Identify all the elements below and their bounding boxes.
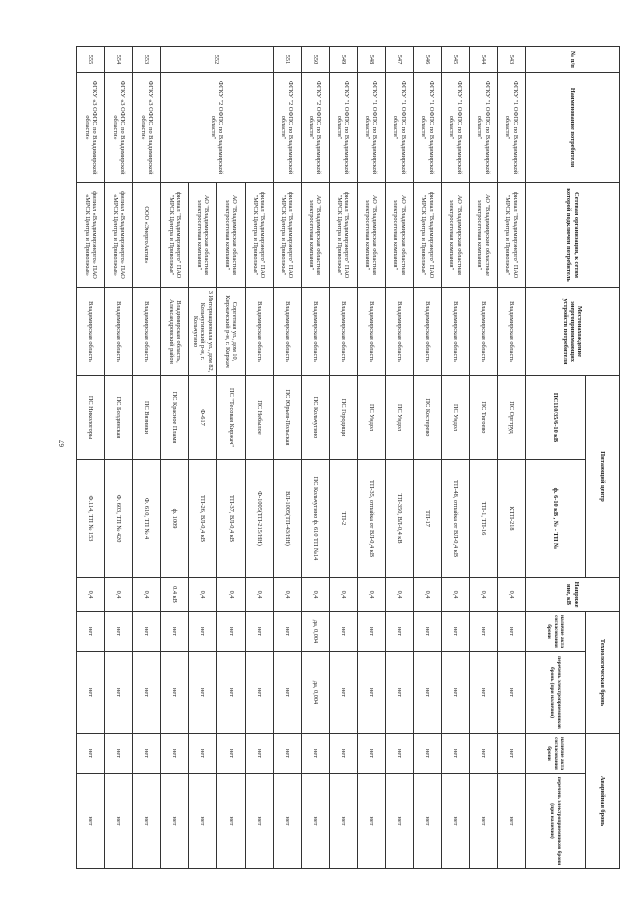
cell-feeder: Ф. 603, ТП № 420 [105, 460, 133, 578]
cell-feeder: ТП-2 [329, 460, 357, 578]
cell-tech-list: нет [385, 652, 413, 734]
table-row [329, 47, 357, 869]
cell-tech-list: нет [497, 652, 525, 734]
cell-feeder: ТП-26, ВЛ-0,4 кВ [189, 460, 217, 578]
table-row [301, 47, 329, 869]
cell-location: Владимирская область [301, 288, 329, 376]
cell-network: АО "Владимирская областная электросетевая компания" [357, 183, 385, 288]
cell-consumer: ФГКУ "1 ОФПС по Владимирской области" [357, 73, 385, 183]
cell-num: 551 [273, 47, 301, 73]
cell-tech-list: нет [133, 652, 161, 734]
cell-voltage: 0,4 [497, 578, 525, 612]
cell-ps: ПС Болдинская [105, 376, 133, 460]
page-number: 67 [58, 440, 66, 447]
cell-network: АО "Владимирская областная электросетевая компания" [189, 183, 217, 288]
cell-num: 553 [133, 47, 161, 73]
cell-feeder: ПС Кольчугино ф. 610 ТП №14 [301, 460, 329, 578]
cell-emerg-list: нет [385, 774, 413, 869]
cell-tech-list: нет [245, 652, 273, 734]
cell-emerg-value: нет [245, 734, 273, 774]
cell-ps: ПС Ундол [357, 376, 385, 460]
cell-tech-list: нет [77, 652, 105, 734]
cell-num: 543 [497, 47, 525, 73]
header-emerg-list: перечень электроприемников брони (при наличии) [526, 774, 586, 869]
cell-feeder: ВЛ-1005(ТП-43/НН) [273, 460, 301, 578]
cell-emerg-list: нет [189, 774, 217, 869]
cell-tech-value: нет [161, 612, 189, 652]
header-voltage: Напряжение, кВ [526, 578, 620, 612]
cell-voltage: 0,4 [189, 578, 217, 612]
cell-location: Владимирская область [497, 288, 525, 376]
table-row [357, 47, 385, 869]
cell-consumer: ФГКУ «3 ОФПС по Владимирской области» [77, 73, 105, 183]
cell-network: АО "Владимирская областная электросетевая компания" [217, 183, 245, 288]
cell-location: 3 Интернационала ул., дом 82, Кольчугинский р-н, г. Кольчугино [189, 288, 217, 376]
header-tech-list: перечень электроприемников бронь (при наличии) [526, 652, 586, 734]
cell-tech-list: нет [105, 652, 133, 734]
cell-network: АО "Владимирская областная электросетевая компания" [441, 183, 469, 288]
header-center-f: ф. 6-10 кВ , № - ТП № [526, 460, 586, 578]
cell-consumer: ФГКУ "1 ОФПС по Владимирской области" [497, 73, 525, 183]
cell-emerg-list: нет [133, 774, 161, 869]
cell-emerg-value: нет [329, 734, 357, 774]
cell-ps: ПС Ундол [441, 376, 469, 460]
cell-tech-value: нет [413, 612, 441, 652]
cell-location: Владимирская область [245, 288, 273, 376]
cell-ps: ПС Небылое [245, 376, 273, 460]
header-center-group: Питающий центр [586, 376, 620, 578]
cell-emerg-list: нет [161, 774, 189, 869]
cell-location: Владимирская область [469, 288, 497, 376]
cell-voltage: 0,4 [385, 578, 413, 612]
cell-emerg-list: нет [77, 774, 105, 869]
cell-voltage: 0,4 [441, 578, 469, 612]
cell-emerg-list: нет [329, 774, 357, 869]
cell-voltage: 0,4 [329, 578, 357, 612]
cell-tech-list: нет [217, 652, 245, 734]
cell-ps: ПС Красное Пламя [161, 376, 189, 460]
cell-feeder: ТП-1, ТП-16 [469, 460, 497, 578]
cell-num: 549 [329, 47, 357, 73]
cell-emerg-value: нет [77, 734, 105, 774]
cell-network: филиал «Владимирэнерго» ПАО «МРСК Центра и Приволжья» [105, 183, 133, 288]
cell-network: АО "Владимирская областная электросетевая компания" [385, 183, 413, 288]
cell-tech-list: нет [413, 652, 441, 734]
cell-emerg-list: нет [217, 774, 245, 869]
cell-location: Владимирская область [133, 288, 161, 376]
cell-emerg-value: нет [497, 734, 525, 774]
cell-voltage: 0,4 [105, 578, 133, 612]
cell-emerg-value: нет [189, 734, 217, 774]
cell-feeder: ТП-17 [413, 460, 441, 578]
table-row [105, 47, 133, 869]
cell-tech-list: нет [357, 652, 385, 734]
cell-consumer: ФГКУ "2 ОФПС по Владимирской области" [273, 73, 301, 183]
cell-emerg-list: нет [413, 774, 441, 869]
cell-emerg-list: нет [357, 774, 385, 869]
consumer-table [76, 46, 620, 869]
cell-tech-value: нет [497, 612, 525, 652]
cell-emerg-value: нет [357, 734, 385, 774]
cell-num: 548 [357, 47, 385, 73]
cell-location: Владимирская область [385, 288, 413, 376]
header-network: Сетевая организация, к сетям которой подключен потребитель [526, 183, 620, 288]
cell-emerg-list: нет [441, 774, 469, 869]
cell-tech-list: нет [329, 652, 357, 734]
table-row [441, 47, 469, 869]
table-row [469, 47, 497, 869]
cell-emerg-value: нет [105, 734, 133, 774]
cell-ps: ПС Никологоры [77, 376, 105, 460]
cell-emerg-value: нет [273, 734, 301, 774]
cell-emerg-list: нет [273, 774, 301, 869]
cell-ps: ПС Вязники [133, 376, 161, 460]
cell-tech-value: нет [469, 612, 497, 652]
cell-consumer: ФГКУ "1 ОФПС по Владимирской области" [385, 73, 413, 183]
rotated-table-wrapper [76, 46, 620, 868]
header-consumer: Наименование потребителя [526, 73, 620, 183]
cell-emerg-list: нет [105, 774, 133, 869]
cell-voltage: 0,4 [469, 578, 497, 612]
cell-tech-value: нет [105, 612, 133, 652]
cell-voltage: 0.4 кВ [161, 578, 189, 612]
cell-ps: ПС Костерево [413, 376, 441, 460]
cell-voltage: 0,4 [245, 578, 273, 612]
table-row [385, 47, 413, 869]
cell-tech-value: нет [189, 612, 217, 652]
cell-tech-value: нет [133, 612, 161, 652]
cell-network: ООО «ЭнергоАктив» [133, 183, 161, 288]
cell-num: 544 [469, 47, 497, 73]
cell-num: 555 [77, 47, 105, 73]
cell-emerg-list: нет [469, 774, 497, 869]
cell-feeder: ТП-48, отпайка от ВЛ-0,4 кВ [441, 460, 469, 578]
header-tech-group: Технологическая бронь [586, 612, 620, 734]
table-row [273, 47, 301, 869]
header-emerg-value: наличие акта согласования брони [526, 734, 586, 774]
cell-tech-list: нет [441, 652, 469, 734]
cell-ps: ПС Юрьев-Польская [273, 376, 301, 460]
cell-emerg-value: нет [217, 734, 245, 774]
cell-network: АО "Владимирская областная электросетевая компания" [301, 183, 329, 288]
cell-emerg-value: нет [441, 734, 469, 774]
cell-ps: Ф-617 [189, 376, 217, 460]
cell-voltage: 0,4 [273, 578, 301, 612]
cell-emerg-list: нет [497, 774, 525, 869]
cell-voltage: 0,4 [357, 578, 385, 612]
cell-consumer: ФГКУ "1 ОФПС по Владимирской области" [329, 73, 357, 183]
table-row [77, 47, 105, 869]
cell-network: филиал "Владимирэнерго" ПАО "МРСК Центра и Приволжья" [245, 183, 273, 288]
table-row [413, 47, 441, 869]
cell-location: Владимирская область [357, 288, 385, 376]
cell-voltage: 0,4 [77, 578, 105, 612]
cell-feeder: КТП-218 [497, 460, 525, 578]
cell-location: Владимирская область [105, 288, 133, 376]
cell-ps: ПС Ундол [385, 376, 413, 460]
cell-location: Владимирская область, Александровский район [161, 288, 189, 376]
cell-emerg-value: нет [469, 734, 497, 774]
cell-feeder: Ф.114, ТП № 153 [77, 460, 105, 578]
cell-tech-value: нет [357, 612, 385, 652]
header-center-ps: ПС110/35/6-10 кВ [526, 376, 586, 460]
cell-tech-value: нет [77, 612, 105, 652]
cell-num: 546 [413, 47, 441, 73]
cell-consumer: ФГКУ "1 ОФПС по Владимирской области" [441, 73, 469, 183]
cell-feeder: ф. 1009 [161, 460, 189, 578]
table-row [133, 47, 161, 869]
cell-ps: ПС Городищи [329, 376, 357, 460]
cell-ps: ПС Оргтруд [497, 376, 525, 460]
cell-num: 554 [105, 47, 133, 73]
cell-num: 550 [301, 47, 329, 73]
cell-tech-list: нет [189, 652, 217, 734]
header-location: Местонахождение энергопринимающих устройств потребителя [526, 288, 620, 376]
cell-network: филиал "Владимирэнерго" ПАО "МРСК Центра и Приволжья" [413, 183, 441, 288]
cell-consumer: ФГКУ «3 ОФПС по Владимирской области» [105, 73, 133, 183]
cell-num: 547 [385, 47, 413, 73]
cell-location: Соргетная ул., дом 10, Киржачский р-н, г. Киржач [217, 288, 245, 376]
cell-emerg-value: нет [161, 734, 189, 774]
cell-emerg-value: нет [301, 734, 329, 774]
cell-tech-value: нет [329, 612, 357, 652]
cell-tech-value: нет [385, 612, 413, 652]
cell-tech-list: нет [469, 652, 497, 734]
cell-network: филиал "Владимирэнерго" ПАО "МРСК Центра и Приволжья" [161, 183, 189, 288]
cell-tech-value: нет [441, 612, 469, 652]
cell-location: Владимирская область [441, 288, 469, 376]
cell-network: филиал "Владимирэнерго" ПАО "МРСК Центра и Приволжья" [497, 183, 525, 288]
table-row [245, 47, 273, 869]
cell-voltage: 0,4 [217, 578, 245, 612]
cell-consumer: ФГКУ "1 ОФПС по Владимирской области" [413, 73, 441, 183]
cell-ps: ПС Тигоево [469, 376, 497, 460]
cell-consumer: ФГКУ "1 ОФПС по Владимирской области" [469, 73, 497, 183]
cell-tech-value: нет [217, 612, 245, 652]
cell-network: филиал "Владимирэнерго" ПАО "МРСК Центра и Приволжья" [273, 183, 301, 288]
cell-tech-list: нет [161, 652, 189, 734]
cell-consumer: ФГКУ "2 ОФПС по Владимирской области" [161, 73, 273, 183]
cell-emerg-value: нет [385, 734, 413, 774]
header-emerg-group: Аварийная бронь [586, 734, 620, 869]
cell-emerg-list: нет [301, 774, 329, 869]
cell-consumer: ФГКУ «3 ОФПС по Владимирской области» [133, 73, 161, 183]
cell-location: Владимирская область [413, 288, 441, 376]
cell-tech-value: нет [245, 612, 273, 652]
cell-feeder: ТП-37, ВЛ-0,4 кВ [217, 460, 245, 578]
cell-tech-value: да, 0,004 [301, 612, 329, 652]
cell-network: АО "Владимирские областные электросетевая компания" [469, 183, 497, 288]
cell-emerg-list: нет [245, 774, 273, 869]
cell-location: Владимирская область [77, 288, 105, 376]
table-row [497, 47, 525, 869]
cell-voltage: 0,4 [133, 578, 161, 612]
cell-network: филиал «Владимирэнерго» ПАО «МРСК Центра и Приволжья» [77, 183, 105, 288]
cell-num: 545 [441, 47, 469, 73]
cell-tech-value: нет [273, 612, 301, 652]
cell-location: Владимирская область [329, 288, 357, 376]
cell-feeder: ТП-35, отпайка от ВЛ-0,4 кВ [357, 460, 385, 578]
cell-network: филиал "Владимирэнерго" ПАО "МРСК Центра и Приволжья" [329, 183, 357, 288]
cell-location: Владимирская область [273, 288, 301, 376]
cell-emerg-value: нет [133, 734, 161, 774]
cell-ps: ПС Кольчугино [301, 376, 329, 460]
cell-tech-list: нет [273, 652, 301, 734]
cell-feeder: Ф-1005(ТП-215/НН) [245, 460, 273, 578]
header-num: № п/п [526, 47, 620, 73]
cell-consumer: ФГКУ "2 ОФПС по Владимирской области" [301, 73, 329, 183]
cell-emerg-value: нет [413, 734, 441, 774]
cell-voltage: 0,4 [301, 578, 329, 612]
cell-feeder: ТП-350, ВЛ-0,4 кВ [385, 460, 413, 578]
cell-num: 552 [161, 47, 273, 73]
cell-feeder: Ф. 610, ТП № 4 [133, 460, 161, 578]
cell-voltage: 0,4 [413, 578, 441, 612]
cell-ps: ПС "Тесовая Киржач" [217, 376, 245, 460]
cell-tech-list: да, 0,004 [301, 652, 329, 734]
header-tech-value: наличие акта согласования брони [526, 612, 586, 652]
